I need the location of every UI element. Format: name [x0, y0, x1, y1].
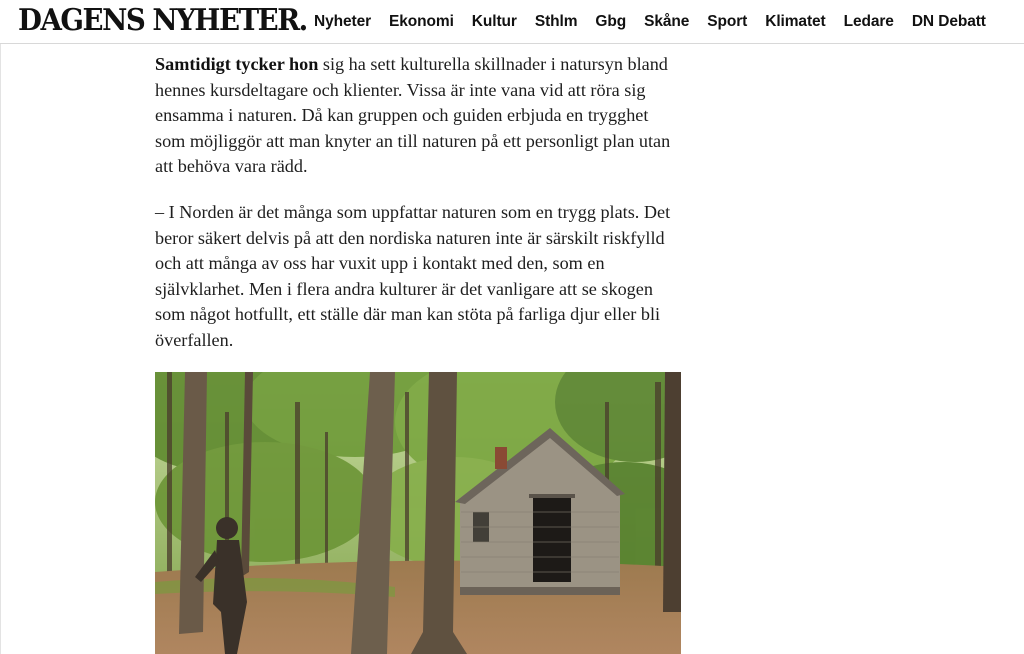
nav-item-gbg[interactable]: Gbg [595, 13, 627, 30]
article-image[interactable] [155, 372, 681, 654]
article-paragraph-quote: – I Norden är det många som uppfattar naturen som en trygg plats. Det beror säkert delvis på att den nordiska naturen inte är särskilt riskfylld och att många av oss har vuxit upp i kontakt med den, som en självklarhet. Men i flera andra kulturer är det vanligare att se skogen som något hotfullt, ett ställe där man kan stöta på farliga djur eller bli överfallen. [155, 201, 671, 350]
nav-item-kultur[interactable]: Kultur [471, 13, 517, 30]
nav-item-sport[interactable]: Sport [707, 13, 748, 30]
article-body [155, 52, 683, 374]
nav-item-sthlm[interactable]: Sthlm [534, 13, 578, 30]
nav-item-klimatet[interactable]: Klimatet [765, 13, 826, 30]
page-edge [0, 44, 1, 654]
site-header [0, 0, 1024, 44]
nav-item-ekonomi[interactable]: Ekonomi [389, 13, 454, 30]
nav-item-skane[interactable]: Skåne [644, 13, 690, 30]
paragraph-lead: Samtidigt tycker hon [155, 54, 319, 74]
nav-item-ledare[interactable]: Ledare [843, 13, 894, 30]
article-paragraph [155, 52, 683, 180]
nav-item-dn-debatt[interactable]: DN Debatt [911, 13, 986, 30]
paragraph-text: sig ha sett kulturella skillnader i natursyn bland hennes kursdeltagare och klienter. Vissa är inte vana vid att röra sig ensamma i naturen. Då kan gruppen och guiden erbjuda en trygghet som möjliggör att man knyter an till naturen på ett personligt plan utan att behöva vara rädd. [155, 54, 671, 177]
nav-item-nyheter[interactable]: Nyheter [314, 13, 372, 30]
site-logo[interactable]: DAGENS NYHETER. [18, 3, 307, 38]
main-nav [305, 0, 995, 44]
forest-cabin-photo [155, 372, 681, 654]
